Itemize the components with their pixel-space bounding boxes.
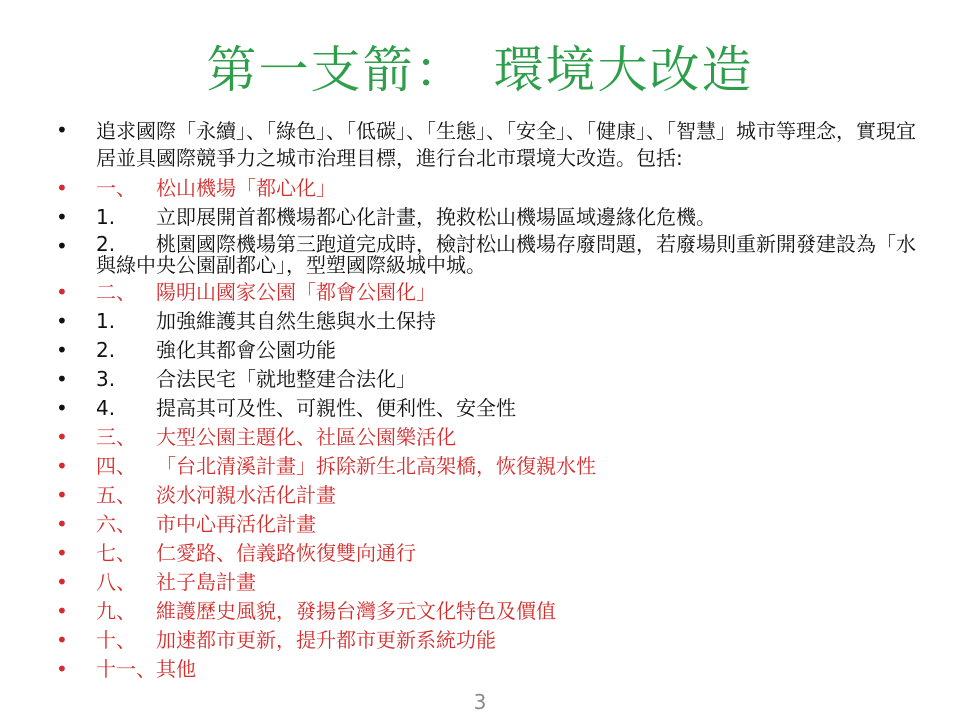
bullet-icon: • (56, 657, 68, 681)
slide-title: 第一支箭： 環境大改造 (206, 41, 754, 99)
item-number: 五、 (96, 483, 136, 507)
list-item (56, 309, 916, 334)
item-number: 1. (96, 205, 116, 229)
item-number: 一、 (96, 176, 136, 200)
list-item (56, 657, 916, 682)
item-number: 1. (96, 309, 116, 333)
item-number: 八、 (96, 570, 136, 594)
bullet-icon: • (56, 396, 68, 420)
list-item (56, 512, 916, 537)
list-item (56, 483, 916, 508)
list-item (56, 570, 916, 595)
bullet-icon: • (56, 570, 68, 594)
item-text: 維護歷史風貌，發揚台灣多元文化特色及價值 (156, 599, 556, 623)
item-text: 桃園國際機場第三跑道完成時，檢討松山機場存廢問題，若廢場則重新開發建設為「水與綠中央公園副都心」，型塑國際級城中城。 (96, 232, 916, 277)
bullet-icon: • (56, 176, 68, 200)
bullet-list (56, 118, 916, 686)
item-number: 四、 (96, 454, 136, 478)
item-number: 二、 (96, 280, 136, 304)
item-text: 仁愛路、信義路恢復雙向通行 (156, 541, 416, 565)
bullet-icon: • (56, 205, 68, 229)
item-text: 市中心再活化計畫 (156, 512, 316, 536)
list-item (56, 628, 916, 653)
item-number: 2. (96, 232, 116, 256)
bullet-icon: • (56, 118, 68, 142)
bullet-icon: • (56, 454, 68, 478)
bullet-icon: • (56, 599, 68, 623)
list-item (56, 280, 916, 305)
bullet-icon: • (56, 234, 68, 258)
intro-text: 追求國際「永續」、「綠色」、「低碳」、「生態」、「安全」、「健康」、「智慧」城市等理念，實現宜居並具國際競爭力之城市治理目標，進行台北市環境大改造。包括: (96, 119, 916, 170)
item-number: 三、 (96, 425, 136, 449)
item-text: 大型公園主題化、社區公園樂活化 (156, 425, 456, 449)
bullet-icon: • (56, 512, 68, 536)
bullet-icon: • (56, 280, 68, 304)
item-text: 加速都市更新，提升都市更新系統功能 (156, 628, 496, 652)
list-item (56, 338, 916, 363)
list-item (56, 234, 916, 276)
list-item (56, 367, 916, 392)
list-item (56, 541, 916, 566)
item-text: 提高其可及性、可親性、便利性、安全性 (156, 396, 516, 420)
item-text: 松山機場「都心化」 (156, 176, 336, 200)
item-text: 強化其都會公園功能 (156, 338, 336, 362)
item-number: 2. (96, 338, 116, 362)
bullet-icon: • (56, 483, 68, 507)
item-number: 六、 (96, 512, 136, 536)
list-item (56, 205, 916, 230)
item-text: 淡水河親水活化計畫 (156, 483, 336, 507)
list-item (56, 454, 916, 479)
item-number: 3. (96, 367, 116, 391)
bullet-icon: • (56, 541, 68, 565)
item-number: 十、 (96, 628, 136, 652)
item-number: 九、 (96, 599, 136, 623)
intro-item (56, 118, 916, 172)
item-text: 社子島計畫 (156, 570, 256, 594)
list-item (56, 396, 916, 421)
item-text: 「台北清溪計畫」拆除新生北高架橋，恢復親水性 (156, 454, 596, 478)
list-item (56, 599, 916, 624)
bullet-icon: • (56, 367, 68, 391)
item-number: 七、 (96, 541, 136, 565)
item-number: 4. (96, 396, 116, 420)
bullet-icon: • (56, 338, 68, 362)
list-item (56, 425, 916, 450)
bullet-icon: • (56, 309, 68, 333)
item-number: 十一、 (96, 657, 156, 681)
page-number: 3 (473, 690, 487, 714)
bullet-icon: • (56, 425, 68, 449)
item-text: 加強維護其自然生態與水土保持 (156, 309, 436, 333)
item-text: 陽明山國家公園「都會公園化」 (156, 280, 436, 304)
item-text: 立即展開首都機場都心化計畫，挽救松山機場區域邊緣化危機。 (156, 205, 716, 229)
item-text: 合法民宅「就地整建合法化」 (156, 367, 416, 391)
bullet-icon: • (56, 628, 68, 652)
list-item (56, 176, 916, 201)
item-text: 其他 (156, 657, 196, 681)
